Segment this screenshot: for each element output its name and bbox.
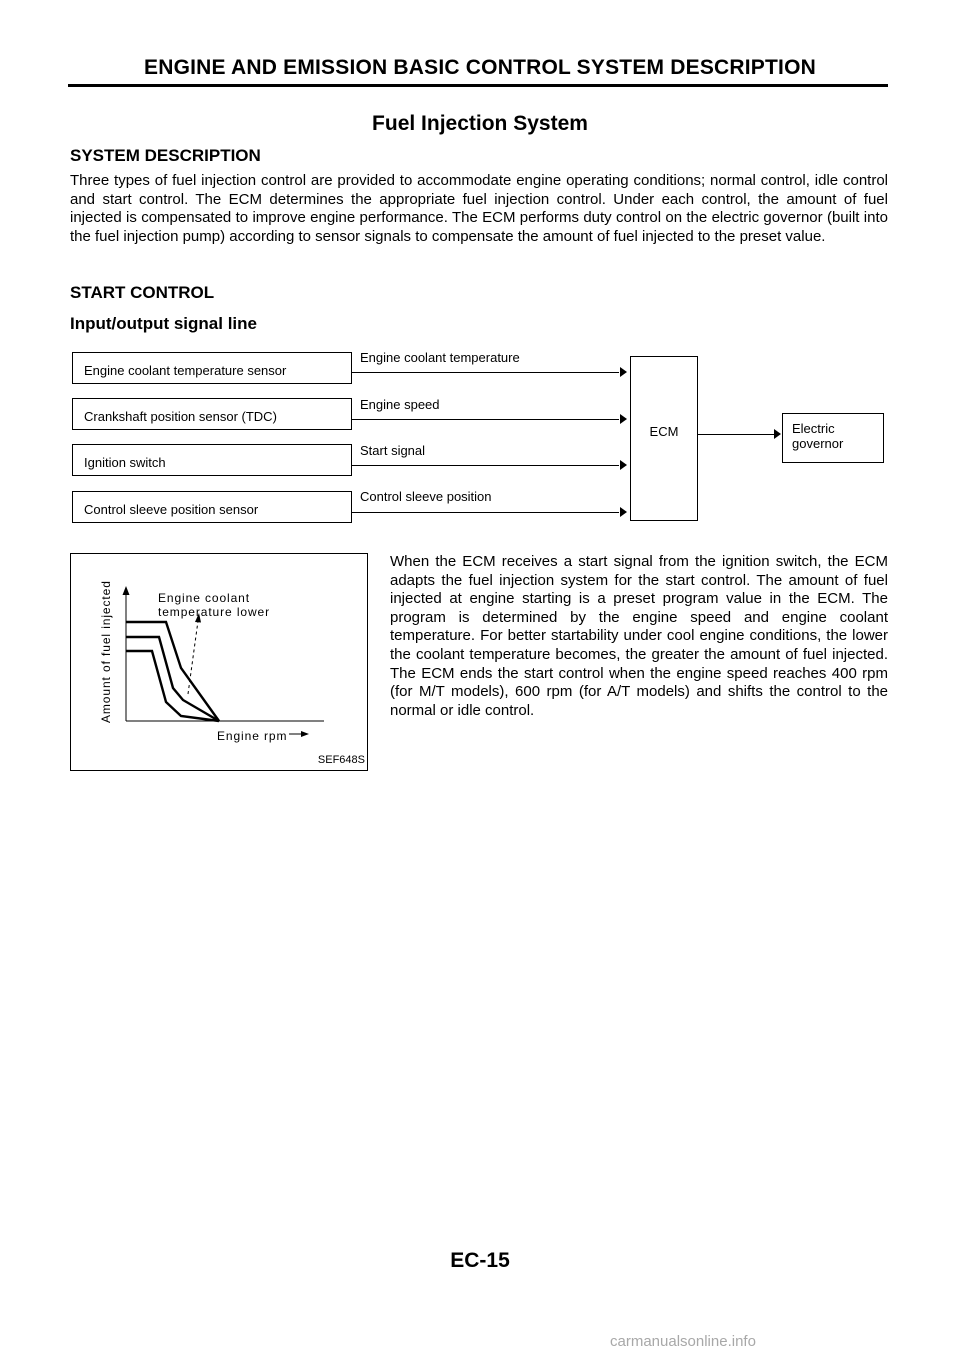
signal-line — [351, 512, 619, 513]
page-number: EC-15 — [450, 1249, 510, 1272]
signal-label-start-signal: Start signal — [360, 443, 426, 458]
signal-line — [351, 465, 619, 466]
signal-label-engine-speed: Engine speed — [360, 397, 440, 412]
graph-annotation-line1: Engine coolant — [158, 591, 250, 605]
header-rule — [68, 84, 888, 87]
arrow-right-icon — [774, 429, 781, 439]
graph-canvas — [71, 554, 367, 770]
signal-label-control-sleeve-position: Control sleeve position — [360, 489, 492, 504]
start-control-heading: START CONTROL — [70, 283, 215, 302]
input-box-ignition-switch: Ignition switch — [72, 444, 352, 476]
input-box-crankshaft-sensor: Crankshaft position sensor (TDC) — [72, 398, 352, 430]
governor-label-line1: Electric — [792, 421, 835, 436]
section-title: Fuel Injection System — [372, 112, 588, 135]
arrow-right-icon — [620, 460, 627, 470]
arrow-right-icon — [620, 414, 627, 424]
system-description-text: Three types of fuel injection control are provided to accommodate engine operating conditions; normal control, idle control and start control. The ECM determines the appropriate fuel injection control. Under each control, the amount of fuel injected is compensated to improve engine performance. The ECM performs duty control on the electric governor (built into the fuel injection pump) according to sensor signals to compensate the amount of fuel injected to the preset value. — [70, 172, 888, 245]
graph-annotation-line2: temperature lower — [158, 605, 271, 619]
signal-line — [351, 372, 619, 373]
fuel-injection-graph — [70, 553, 368, 771]
page-header-title: ENGINE AND EMISSION BASIC CONTROL SYSTEM DESCRIPTION — [144, 56, 816, 79]
graph-x-label: Engine rpm — [217, 729, 288, 743]
electric-governor-box — [782, 413, 884, 463]
output-signal-line — [698, 434, 774, 435]
signal-label-coolant-temperature: Engine coolant temperature — [360, 350, 520, 365]
graph-y-label: Amount of fuel injected — [99, 580, 113, 723]
y-axis-arrow-icon — [123, 586, 130, 595]
system-description-heading: SYSTEM DESCRIPTION — [70, 146, 261, 165]
arrow-right-icon — [620, 507, 627, 517]
signal-line-subheading: Input/output signal line — [70, 314, 257, 333]
input-box-coolant-sensor: Engine coolant temperature sensor — [72, 352, 352, 384]
watermark-text: carmanualsonline.info — [610, 1333, 756, 1350]
figure-code: SEF648S — [317, 754, 365, 766]
input-box-control-sleeve-sensor: Control sleeve position sensor — [72, 491, 352, 523]
ecm-label: ECM — [649, 424, 679, 439]
x-axis-label-arrow-icon — [301, 731, 309, 737]
start-control-body-text: When the ECM receives a start signal from the ignition switch, the ECM adapts the fuel injection system for the start control. The amount of fuel injected at engine starting is a preset program value in the ECM. The program is determined by the engine speed and engine coolant temperature. For better startability under cool engine conditions, the lower the coolant temperature becomes, the greater the amount of fuel injected. The ECM ends the start control when the engine speed reaches 400 rpm (for M/T models), 600 rpm (for A/T models) and shifts the control to the normal or idle control. — [390, 553, 888, 719]
arrow-right-icon — [620, 367, 627, 377]
signal-line — [351, 419, 619, 420]
governor-label-line2: governor — [792, 436, 844, 451]
